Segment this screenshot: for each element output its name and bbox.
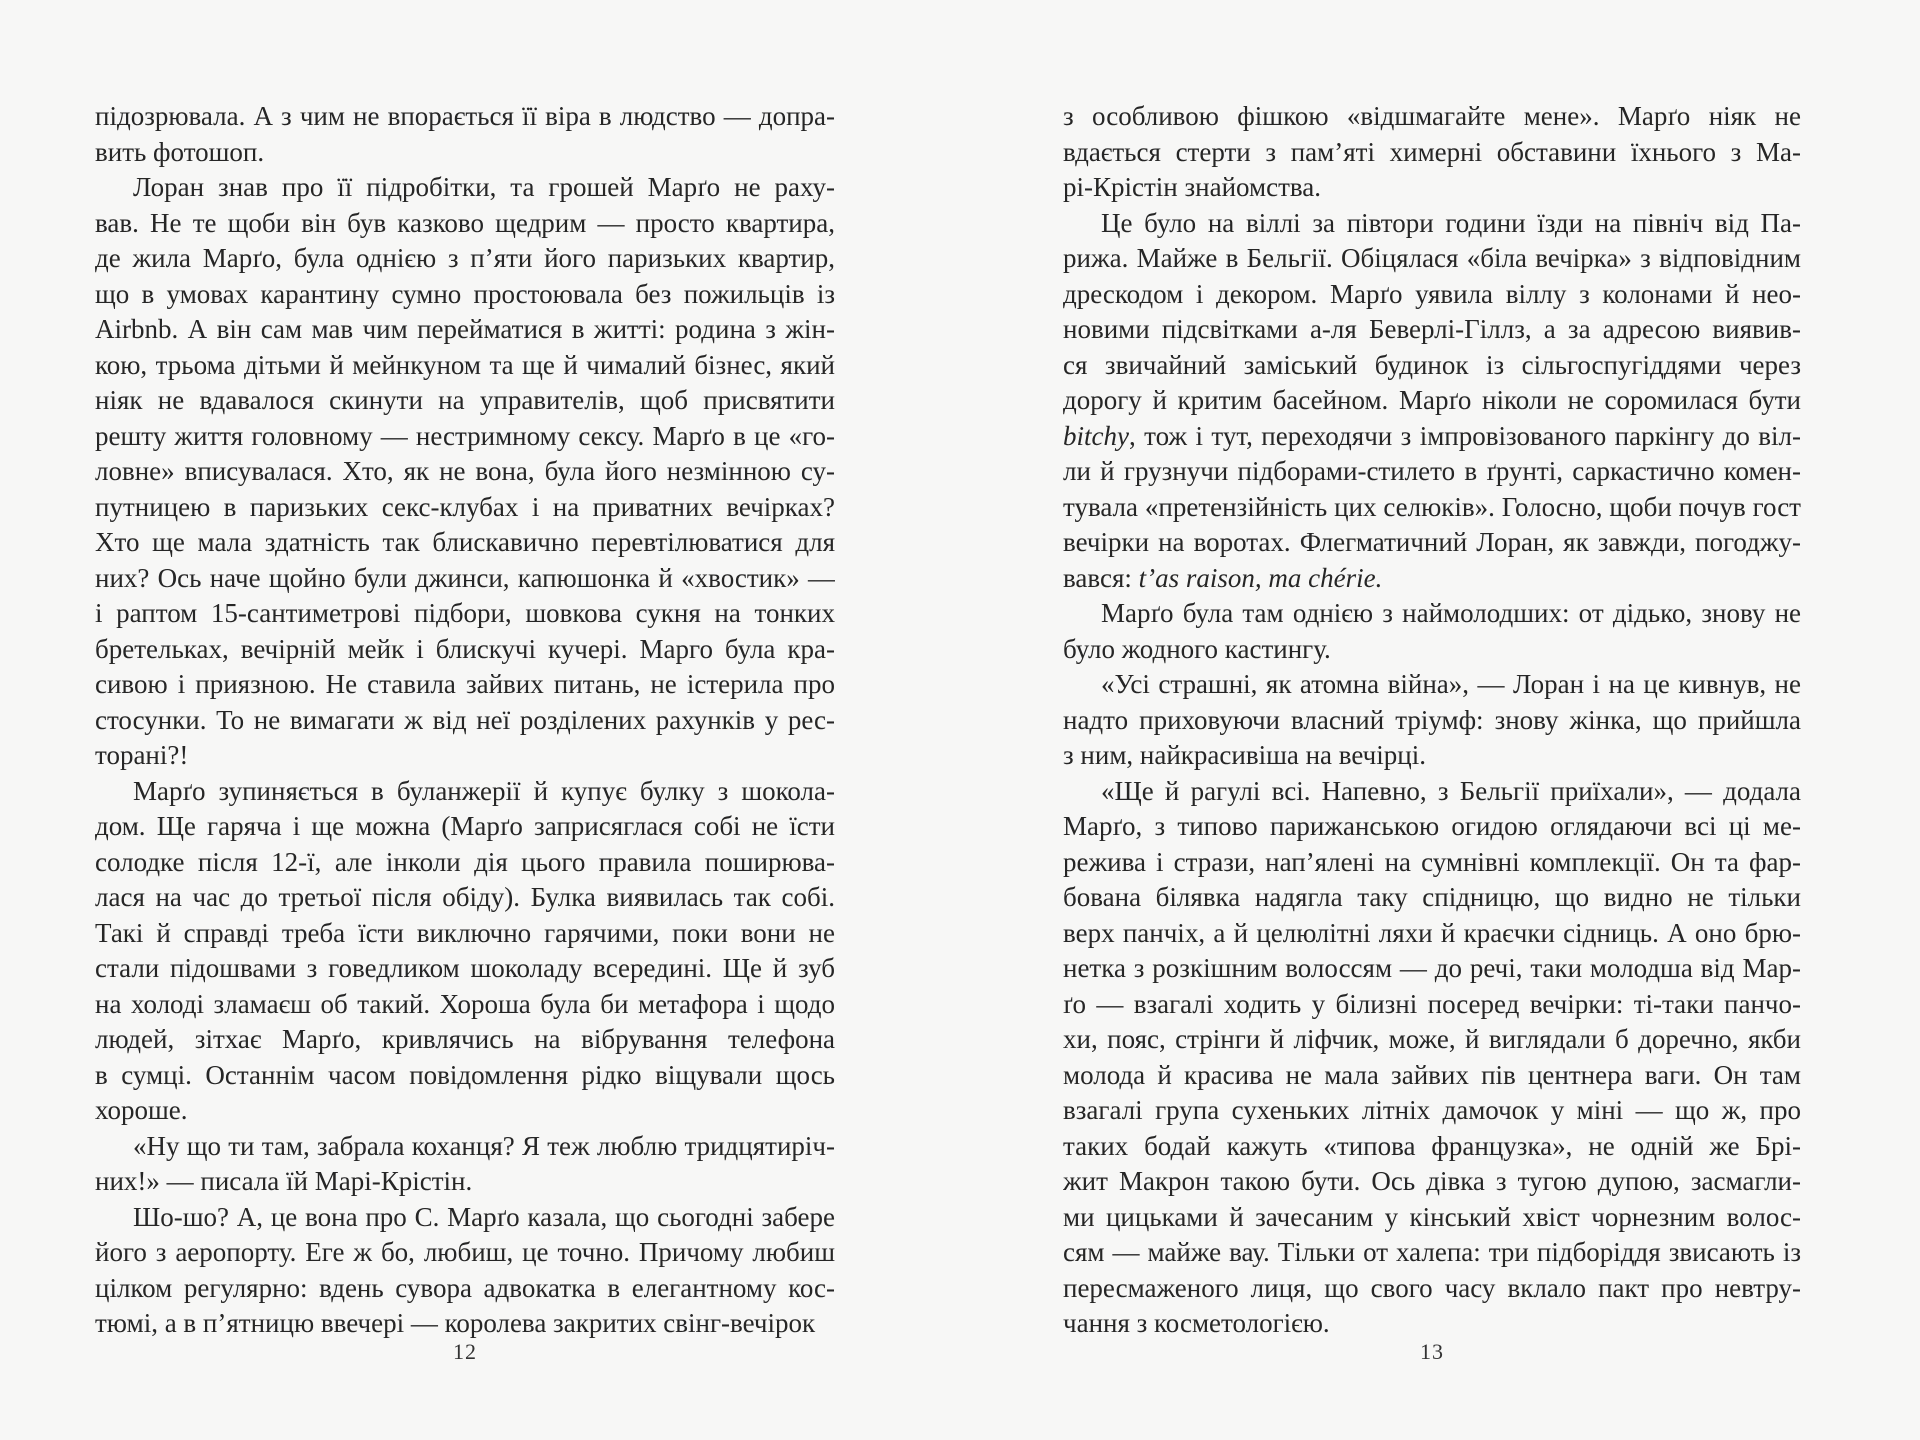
right-page-text [1063, 99, 1801, 1342]
text-line: них!» — писала їй Марі-Крістін. [95, 1166, 473, 1196]
text-line: хороше. [95, 1095, 188, 1125]
text-line: Це було на віллі за півтори години їзди на північ від Па- [1101, 207, 1801, 238]
text-line: сям — майже вау. Тільки от халепа: три підборіддя звисають із [1063, 1237, 1801, 1267]
text-line: верх панчіх, а й целюлітні ляхи й краєчки сідниць. А оно брю- [1063, 917, 1801, 948]
text-line: ми цицьками й зачесаним у кінський хвіст чорнезним волос- [1063, 1201, 1801, 1232]
text-line: ся звичайний заміський будинок із сільгоспугіддями через [1063, 349, 1801, 380]
text-line: «Усі страшні, як атомна війна», — Лоран і на це кивнув, не [1101, 669, 1801, 699]
paragraph [1063, 99, 1801, 206]
text-line: стали підошвами з говедликом шоколаду всередині. Ще й зуб [95, 953, 835, 983]
text-line: стосунки. То не вимагати ж від неї розділених рахунків у рес- [95, 704, 835, 735]
text-line: Airbnb. А він сам мав чим перейматися в житті: родина з жін- [95, 314, 835, 344]
paragraph [95, 170, 835, 774]
left-page-number: 12 [453, 1339, 477, 1364]
text-line: з особливою фішкою «відшмагайте мене». Марґо ніяк не [1063, 101, 1801, 131]
text-line: солодке після 12-ї, але інколи дія цього правила поширюва- [95, 846, 835, 877]
paragraph [1063, 596, 1801, 667]
text-line: бована білявка надягла таку спідницю, що видно не тільки [1063, 882, 1801, 912]
text-line: вить фотошоп. [95, 136, 265, 167]
text-line: путницею в паризьких секс-клубах і на приватних вечірках? [95, 491, 835, 522]
text-line: взагалі група сухеньких літніх дамочок у міні — що ж, про [1063, 1095, 1801, 1125]
text-line: було жодного кастингу. [1063, 633, 1331, 664]
text-line: цілком регулярно: вдень сувора адвокатка в елегантному кос- [95, 1272, 835, 1303]
text-line: бретельках, вечірній мейк і блискучі кучері. Марго була кра- [95, 633, 835, 664]
text-line: Марґо, з типово парижанською огидою оглядаючи всі ці ме- [1063, 811, 1801, 841]
text-line: «Ще й рагулі всі. Напевно, з Бельгії приїхали», — додала [1101, 775, 1801, 806]
text-line: людей, зітхає Марґо, кривлячись на вібрування телефона [95, 1024, 835, 1054]
text-line: лася на час до третьої після обіду). Булка виявилась так собі. [95, 882, 835, 912]
text-line: на холоді зламаєш об такий. Хороша була би метафора і щодо [95, 988, 835, 1019]
text-line: з ним, найкрасивіша на вечірці. [1063, 740, 1426, 770]
text-line: Марґо була там однією з наймолодших: от дідько, знову не [1101, 598, 1801, 628]
text-line: сивою і приязною. Не ставила зайвих питань, не істерила про [95, 669, 835, 699]
text-line: ли й грузнучи підборами-стилето в ґрунті, саркастично комен- [1063, 456, 1801, 486]
text-line: Лоран знав про її підробітки, та грошей Марґо не раху- [133, 172, 835, 202]
text-line: дом. Ще гаряча і ще можна (Марґо заприсяглася собі не їсти [95, 811, 835, 841]
text-line: решту життя головному — нестримному сексу. Марґо в це «го- [95, 420, 835, 451]
text-line: чання з косметологією. [1063, 1308, 1330, 1338]
text-line: хи, пояс, стрінги й ліфчик, може, й виглядали б доречно, якби [1063, 1024, 1801, 1054]
paragraph [1063, 206, 1801, 597]
text-line: рі-Крістін знайомства. [1063, 172, 1322, 202]
text-line: Такі й справді треба їсти виключно гарячими, поки вони не [95, 917, 835, 948]
text-line: і раптом 15-сантиметрові підбори, шовкова сукня на тонких [95, 598, 835, 628]
paragraph [95, 99, 835, 170]
text-line: кою, трьома дітьми й мейнкуном та ще й чималий бізнес, який [95, 349, 835, 380]
text-line: вдається стерти з пам’яті химерні обставини їхнього з Ма- [1063, 136, 1801, 167]
text-line: таких бодай кажуть «типова французка», не одній же Брі- [1063, 1130, 1801, 1161]
text-line: bitchy, тож і тут, переходячи з імпровізованого паркінгу до віл- [1063, 420, 1801, 451]
text-line: молода й красива не мала зайвих пів центнера ваги. Он там [1063, 1059, 1801, 1090]
text-line: тувала «претензійність цих селюків». Голосно, щоби почув гост [1063, 491, 1801, 522]
text-line: новими підсвітками а-ля Беверлі-Гіллз, а за адресою виявив- [1063, 314, 1801, 344]
text-line: «Ну що ти там, забрала коханця? Я теж люблю тридцятиріч- [133, 1130, 835, 1161]
paragraph [1063, 667, 1801, 774]
text-line: тюмі, а в п’ятницю ввечері — королева закритих свінг-вечірок [95, 1308, 816, 1338]
text-line: вечірки на воротах. Флегматичний Лоран, як завжди, погоджу- [1063, 527, 1801, 557]
paragraph [95, 774, 835, 1129]
text-line: ніяк не вдавалося скинути на управителів, щоб присвятити [95, 385, 835, 415]
text-line: в сумці. Останнім часом повідомлення рідко віщували щось [95, 1059, 835, 1090]
text-line: підозрювала. А з чим не впорається її віра в людство — допра- [95, 101, 835, 131]
right-page-number: 13 [1420, 1339, 1444, 1364]
text-line: нетка з розкішним волоссям — до речі, таки молодша від Мар- [1063, 953, 1801, 983]
text-line: надто приховуючи власний тріумф: знову жінка, що прийшла [1063, 704, 1801, 735]
text-line: жит Макрон такою бути. Ось дівка з тугою дупою, засмагли- [1063, 1166, 1801, 1196]
paragraph [95, 1129, 835, 1200]
text-line: де жила Марґо, була однією з п’яти його паризьких квартир, [95, 243, 835, 273]
text-line: Хто ще мала здатність так блискавично перевтілюватися для [95, 527, 835, 557]
text-line: ґо — взагалі ходить у білизні посеред вечірки: ті-таки панчо- [1063, 988, 1801, 1019]
text-line: Шо-шо? А, це вона про С. Марґо казала, що сьогодні забере [133, 1201, 835, 1232]
text-line: Марґо зупиняється в буланжерії й купує булку з шокола- [133, 775, 835, 806]
text-line: вав. Не те щоби він був казково щедрим — просто квартира, [95, 207, 835, 238]
text-line: режива і стрази, нап’ялені на сумнівні комплекції. Он та фар- [1063, 846, 1801, 877]
text-line: що в умовах карантину сумно простоювала без пожильців із [95, 278, 835, 309]
text-line: його з аеропорту. Еге ж бо, любиш, це точно. Причому любиш [95, 1237, 835, 1267]
text-line: рижа. Майже в Бельгії. Обіцялася «біла вечірка» з відповідним [1063, 243, 1801, 273]
left-page-text [95, 99, 835, 1342]
text-line: дорогу й критим басейном. Марґо ніколи не соромилася бути [1063, 385, 1801, 415]
text-line: торані?! [95, 740, 189, 770]
text-line: пересмаженого лиця, що свого часу вклало пакт про невтру- [1063, 1272, 1801, 1303]
paragraph [95, 1200, 835, 1342]
text-line: ловне» вписувалася. Хто, як не вона, була його незмінною су- [95, 456, 835, 486]
text-line: дрескодом і декором. Марґо уявила віллу з колонами й нео- [1063, 278, 1801, 309]
paragraph [1063, 774, 1801, 1342]
text-line: вався: t’as raison, ma chérie. [1063, 562, 1383, 593]
text-line: них? Ось наче щойно були джинси, капюшонка й «хвостик» — [95, 562, 835, 593]
